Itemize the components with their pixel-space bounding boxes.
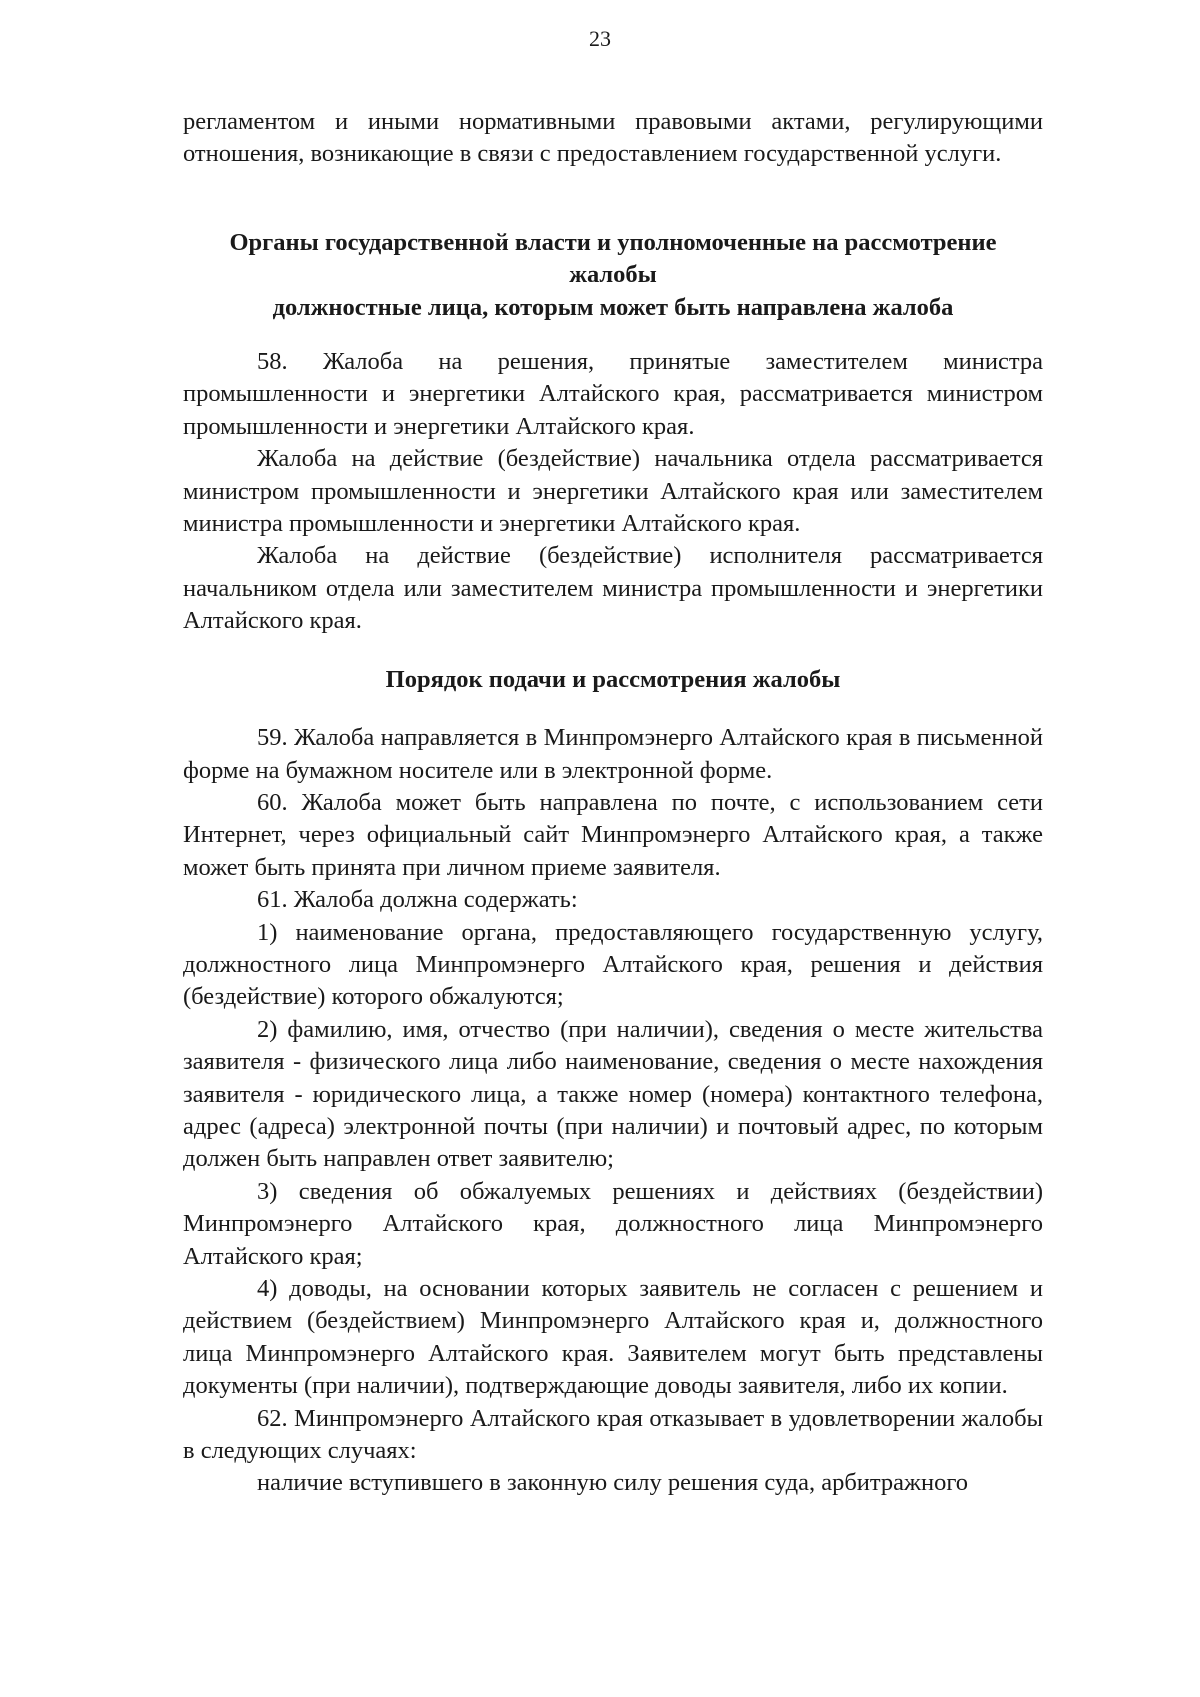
page-number: 23 (589, 26, 611, 51)
list-item-61-3: 3) сведения об обжалуемых решениях и действиях (бездействии) Минпромэнерго Алтайского края, должностного лица Минпромэнерго Алтайского края; (183, 1177, 1043, 1270)
paragraph-61: 61. Жалоба должна содержать: (257, 886, 578, 914)
spacer (183, 171, 1043, 227)
list-item-61-2: 2) фамилию, имя, отчество (при наличии), сведения о месте жительства заявителя - физического лица либо наименование, сведения о месте нахождения заявителя - юридического лица, а также номер (номера) контактного телефона, адрес (адреса) электронной почты (при наличии) и почтовый адрес, по которым должен быть направлен ответ заявителю; (183, 1015, 1043, 1173)
section-heading-complaint-bodies (183, 227, 1043, 324)
section-heading-procedure: Порядок подачи и рассмотрения жалобы (385, 665, 841, 693)
spacer (183, 638, 1043, 664)
heading-line: должностные лица, которым может быть направлена жалоба (272, 293, 954, 321)
paragraph-59: 59. Жалоба направляется в Минпромэнерго Алтайского края в письменной форме на бумажном носителе или в электронной форме. (183, 724, 1043, 784)
paragraph-58-executor: Жалоба на действие (бездействие) исполнителя рассматривается начальником отдела или заместителем министра промышленности и энергетики Алтайского края. (183, 542, 1043, 635)
paragraph-62-case: наличие вступившего в законную силу решения суда, арбитражного (257, 1469, 969, 1497)
list-item-61-1: 1) наименование органа, предоставляющего государственную услугу, должностного лица Минпромэнерго Алтайского края, решения и действия (бездействие) которого обжалуются; (183, 918, 1043, 1011)
paragraph-58-head-of-department: Жалоба на действие (бездействие) начальника отдела рассматривается министром промышленности и энергетики Алтайского края или заместителем министра промышленности и энергетики Алтайского края. (183, 445, 1043, 538)
paragraph-60: 60. Жалоба может быть направлена по почте, с использованием сети Интернет, через официальный сайт Минпромэнерго Алтайского края, а также может быть принята при личном приеме заявителя. (183, 788, 1043, 881)
paragraph-62: 62. Минпромэнерго Алтайского края отказывает в удовлетворении жалобы в следующих случаях: (183, 1404, 1043, 1465)
spacer (183, 324, 1043, 346)
paragraph-58: 58. Жалоба на решения, принятые заместителем министра промышленности и энергетики Алтайского края, рассматривается министром промышленности и энергетики Алтайского края. (183, 348, 1043, 440)
document-body (183, 106, 1043, 1500)
spacer (183, 696, 1043, 722)
list-item-61-4: 4) доводы, на основании которых заявитель не согласен с решением и действием (бездействием) Минпромэнерго Алтайского края и, должностного лица Минпромэнерго Алтайского края. Заявителем могут быть представлены документы (при наличии), подтверждающие доводы заявителя, либо их копии. (183, 1275, 1043, 1400)
heading-line: Органы государственной власти и уполномоченные на рассмотрение жалобы (229, 228, 997, 289)
intro-paragraph: регламентом и иными нормативными правовыми актами, регулирующими отношения, возникающие в связи с предоставлением государственной услуги. (183, 108, 1043, 168)
